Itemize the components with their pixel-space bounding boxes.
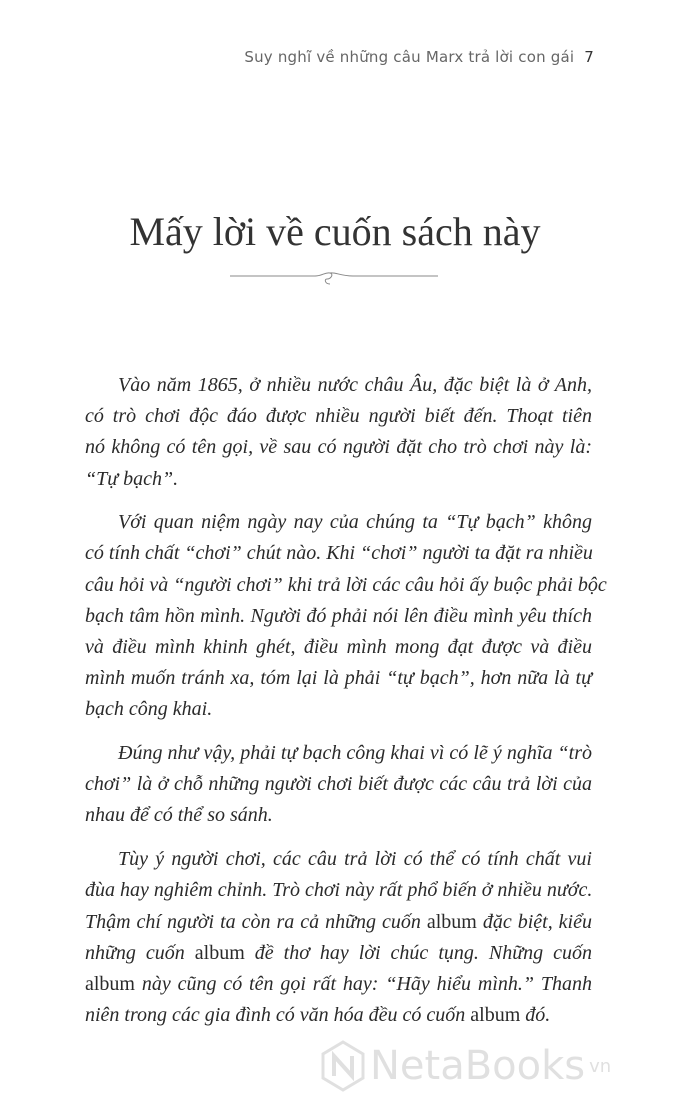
page-number: 7 — [584, 48, 594, 66]
text-line: những cuốn album đề thơ hay lời chúc tụng. Những cuốn — [85, 941, 592, 964]
ornament-divider-icon — [230, 268, 438, 288]
text-line: Vào năm 1865, ở nhiều nước châu Âu, đặc biệt là ở Anh, — [118, 374, 592, 396]
text-line: “Tự bạch”. — [85, 467, 179, 490]
paragraph — [85, 738, 592, 832]
text-line: niên trong các gia đình có văn hóa đều có cuốn album đó. — [85, 1004, 551, 1027]
paragraph — [85, 844, 592, 1031]
watermark-suffix: vn — [589, 1055, 612, 1077]
text-line: bạch tâm hồn mình. Người đó phải nói lên điều mình yêu thích — [85, 604, 592, 627]
text-line: có trò chơi độc đáo được nhiều người biết đến. Thoạt tiên — [85, 405, 592, 428]
text-line: Với quan niệm ngày nay của chúng ta “Tự bạch” không — [118, 511, 592, 534]
text-line: có tính chất “chơi” chút nào. Khi “chơi” người ta đặt ra nhiều — [85, 542, 593, 565]
text-line: Thậm chí người ta còn ra cả những cuốn album đặc biệt, kiểu — [85, 910, 592, 933]
watermark-brand: NetaBooks — [370, 1043, 586, 1089]
body-text — [85, 370, 607, 1044]
text-line: đùa hay nghiêm chỉnh. Trò chơi này rất phổ biến ở nhiều nước. — [85, 879, 593, 902]
text-line: Tùy ý người chơi, các câu trả lời có thể có tính chất vui — [118, 848, 592, 871]
text-line: câu hỏi và “người chơi” khi trả lời các câu hỏi ấy buộc phải bộc — [85, 573, 607, 596]
paragraph — [85, 370, 592, 495]
running-header — [244, 48, 594, 66]
text-line: nhau để có thể so sánh. — [85, 804, 273, 827]
text-line: và điều mình khinh ghét, điều mình mong đạt được và điều — [85, 636, 592, 658]
paragraph — [85, 507, 607, 725]
chapter-title: Mấy lời về cuốn sách này — [129, 209, 541, 254]
text-line: Đúng như vậy, phải tự bạch công khai vì có lẽ ý nghĩa “trò — [118, 742, 592, 765]
netabooks-logo-icon — [320, 1040, 366, 1092]
text-line: mình muốn tránh xa, tóm lại là phải “tự bạch”, hơn nữa là tự — [85, 667, 592, 690]
text-line: bạch công khai. — [85, 698, 213, 721]
text-line: nó không có tên gọi, về sau có người đặt cho trò chơi này là: — [85, 436, 592, 459]
text-line: album này cũng có tên gọi rất hay: “Hãy hiểu mình.” Thanh — [85, 972, 592, 995]
watermark — [320, 1040, 611, 1092]
running-title: Suy nghĩ về những câu Marx trả lời con gái — [244, 48, 575, 66]
text-line: chơi” là ở chỗ những người chơi biết được các câu trả lời của — [85, 773, 592, 796]
